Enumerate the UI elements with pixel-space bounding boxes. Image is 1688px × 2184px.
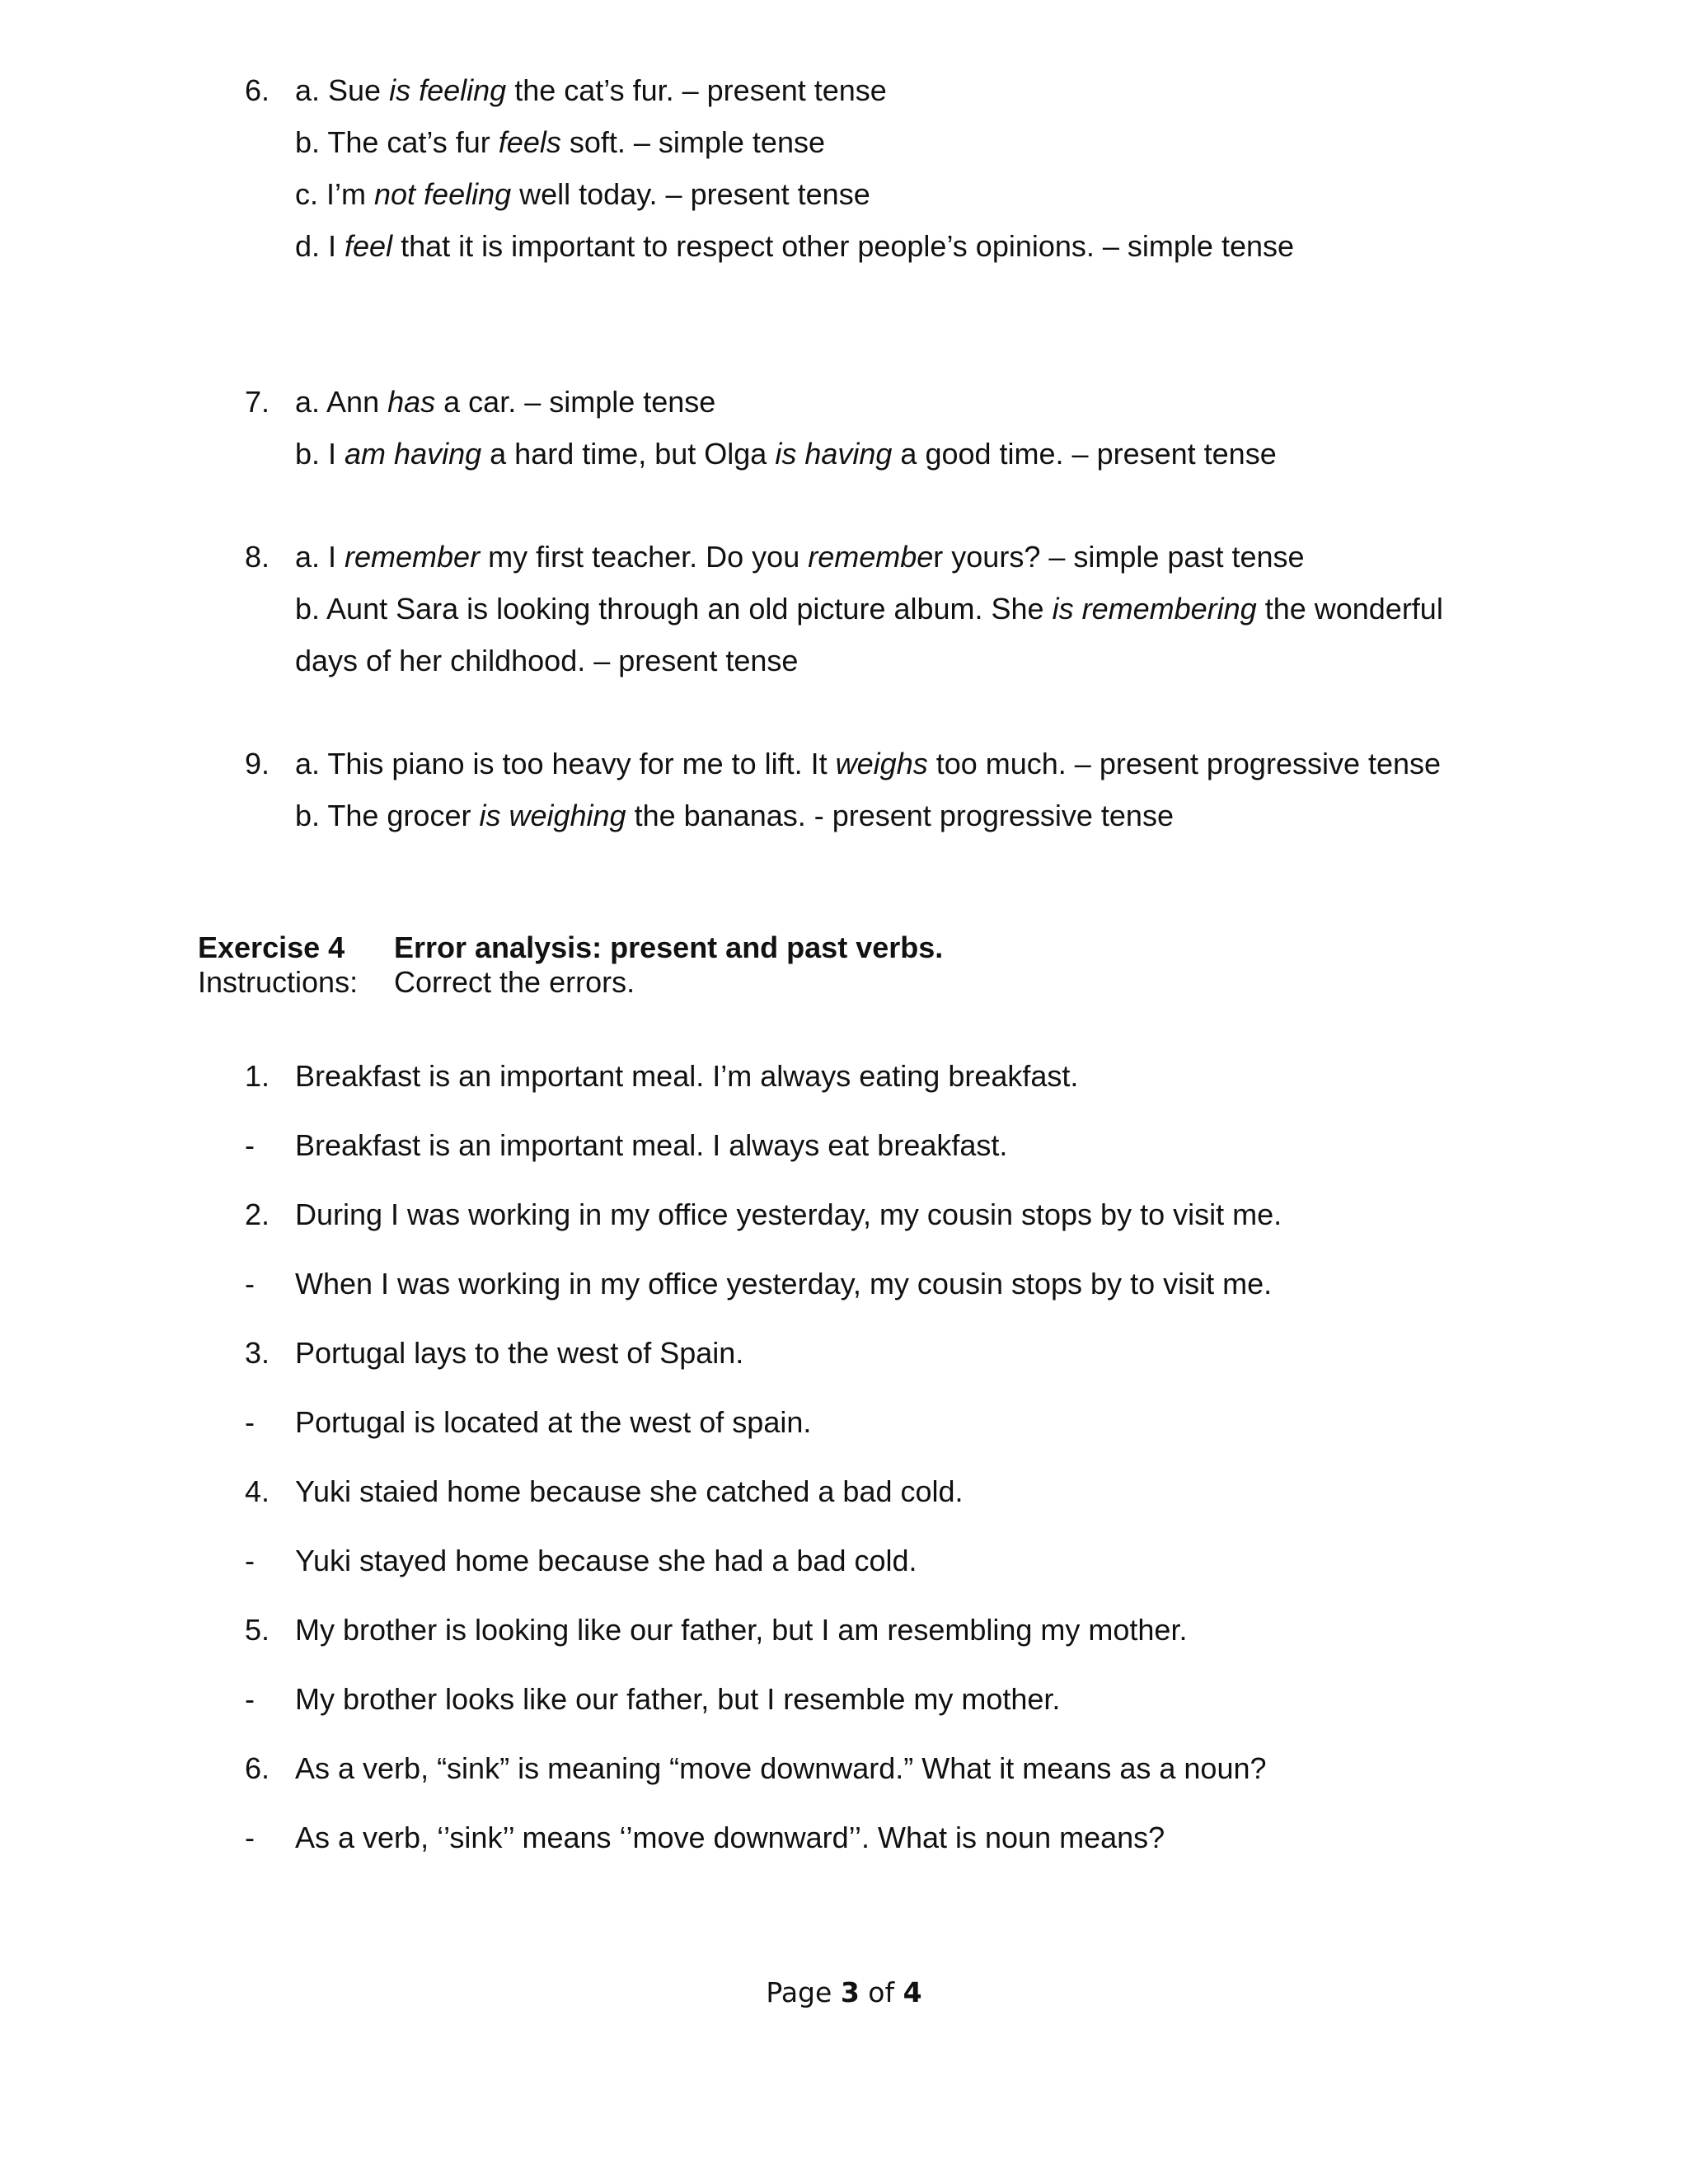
verb-italic: remember (345, 540, 481, 574)
text-segment: a. Ann (295, 385, 388, 419)
verb-italic: is having (775, 437, 893, 471)
item-line (295, 228, 1294, 265)
corrected-sentence: When I was working in my office yesterday, my cousin stops by to visit me. (295, 1267, 1273, 1301)
verb-italic: feel (345, 229, 393, 263)
instructions-label: Instructions: (198, 965, 359, 999)
text-segment: that it is important to respect other people’s opinions. – simple tense (392, 229, 1295, 263)
text-segment: a good time. – present tense (892, 437, 1277, 471)
text-segment: b. I (295, 437, 345, 471)
verb-italic: is weighing (479, 799, 626, 832)
text-segment: too much. – present progressive tense (927, 747, 1442, 780)
corrected-sentence: As a verb, ‘’sink’’ means ‘’move downward’’. What is noun means? (295, 1821, 1165, 1854)
error-sentence: As a verb, “sink” is meaning “move downward.” What it means as a noun? (295, 1751, 1267, 1785)
verb-italic: has (387, 385, 436, 419)
correction-dash: - (245, 1267, 255, 1301)
item-number: 6. (245, 73, 270, 107)
text-segment: b. The cat’s fur (295, 125, 499, 159)
verb-italic: remembe (808, 540, 934, 574)
text-segment: the bananas. - present progressive tense (626, 799, 1174, 832)
text-segment: days of her childhood. – present tense (295, 644, 799, 677)
item-line (295, 384, 715, 420)
text-segment: r yours? – simple past tense (933, 540, 1305, 574)
item-number: 7. (245, 385, 270, 419)
item-line (295, 73, 887, 109)
error-sentence: Portugal lays to the west of Spain. (295, 1336, 744, 1370)
corrected-sentence: My brother looks like our father, but I resemble my mother. (295, 1682, 1061, 1716)
text-segment: b. Aunt Sara is looking through an old picture album. She (295, 592, 1053, 626)
corrected-sentence: Breakfast is an important meal. I always eat breakfast. (295, 1128, 1008, 1162)
correction-dash: - (245, 1405, 255, 1439)
item-number: 8. (245, 540, 270, 574)
item-number: 3. (245, 1336, 270, 1370)
text-segment: a. I (295, 540, 345, 574)
corrected-sentence: Yuki stayed home because she had a bad cold. (295, 1544, 917, 1577)
correction-dash: - (245, 1128, 255, 1162)
item-line (295, 643, 798, 679)
text-segment: my first teacher. Do you (480, 540, 809, 574)
item-line (295, 539, 1305, 575)
text-segment: a hard time, but Olga (481, 437, 776, 471)
exercise-4-label: Exercise 4 (198, 930, 345, 964)
error-sentence: Yuki staied home because she catched a bad cold. (295, 1474, 964, 1508)
footer-of-word: of (868, 1976, 895, 2008)
item-number: 4. (245, 1474, 270, 1508)
verb-italic: am having (345, 437, 482, 471)
text-segment: a car. – simple tense (435, 385, 716, 419)
verb-italic: is remembering (1052, 592, 1257, 626)
item-line (295, 436, 1277, 472)
error-sentence: During I was working in my office yesterday, my cousin stops by to visit me. (295, 1197, 1282, 1231)
correction-dash: - (245, 1544, 255, 1577)
item-number: 2. (245, 1197, 270, 1231)
item-line (295, 591, 1443, 627)
instructions-text: Correct the errors. (394, 965, 635, 999)
text-segment: c. I’m (295, 177, 374, 211)
item-number: 1. (245, 1059, 270, 1093)
text-segment: soft. – simple tense (560, 125, 825, 159)
text-segment: d. I (295, 229, 345, 263)
text-segment: the wonderful (1256, 592, 1443, 626)
item-number: 5. (245, 1613, 270, 1647)
item-number: 9. (245, 747, 270, 780)
verb-italic: feels (498, 125, 561, 159)
item-line (295, 798, 1174, 834)
page-footer (0, 1975, 1688, 2011)
verb-italic: is feeling (389, 73, 507, 107)
item-line (295, 746, 1441, 782)
verb-italic: not feeling (374, 177, 512, 211)
exercise-4-title: Error analysis: present and past verbs. (394, 930, 944, 964)
footer-total-pages: 4 (903, 1976, 922, 2008)
text-segment: b. The grocer (295, 799, 480, 832)
footer-current-page: 3 (840, 1976, 860, 2008)
text-segment: a. This piano is too heavy for me to lift. It (295, 747, 836, 780)
error-sentence: My brother is looking like our father, but I am resembling my mother. (295, 1613, 1188, 1647)
text-segment: well today. – present tense (511, 177, 870, 211)
error-sentence: Breakfast is an important meal. I’m always eating breakfast. (295, 1059, 1079, 1093)
correction-dash: - (245, 1821, 255, 1854)
footer-page-word: Page (766, 1976, 832, 2008)
verb-italic: weighs (835, 747, 928, 780)
corrected-sentence: Portugal is located at the west of spain. (295, 1405, 812, 1439)
correction-dash: - (245, 1682, 255, 1716)
item-number: 6. (245, 1751, 270, 1785)
item-line (295, 124, 825, 161)
item-line (295, 176, 870, 213)
text-segment: a. Sue (295, 73, 390, 107)
text-segment: the cat’s fur. – present tense (506, 73, 887, 107)
